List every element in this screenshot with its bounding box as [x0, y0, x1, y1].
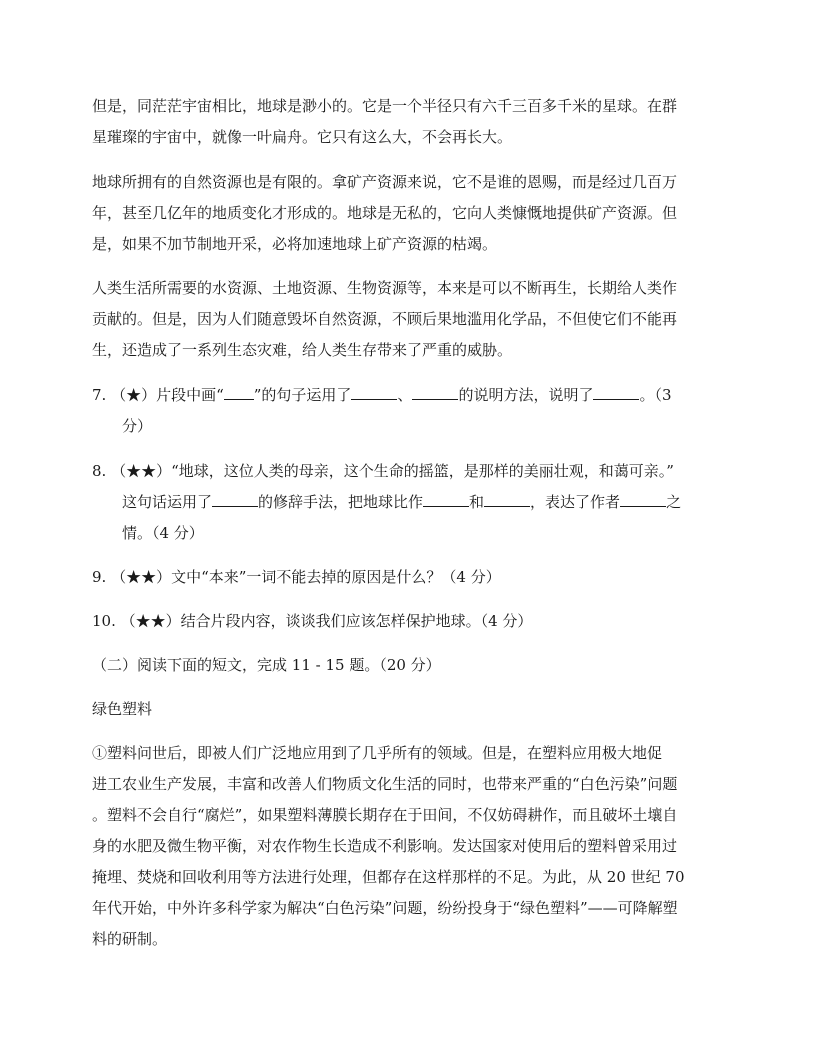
article-line: ①塑料问世后，即被人们广泛地应用到了几乎所有的领域。但是，在塑料应用极大地促	[92, 744, 663, 762]
article-title: 绿色塑料	[92, 700, 153, 718]
answer-blank[interactable]	[423, 494, 469, 507]
question-10: 10. （★★）结合片段内容，谈谈我们应该怎样保护地球。（4 分）	[92, 612, 533, 630]
article-line: 身的水肥及微生物平衡，对农作物生长造成不利影响。发达国家对使用后的塑料曾采用过	[92, 837, 678, 855]
answer-blank[interactable]	[484, 494, 530, 507]
answer-blank[interactable]	[351, 387, 397, 400]
passage-line: 贡献的。但是，因为人们随意毁坏自然资源，不顾后果地滥用化学品，不但使它们不能再	[92, 310, 678, 328]
article-line: 料的研制。	[92, 930, 168, 948]
article-line: 。塑料不会自行“腐烂”，如果塑料薄膜长期存在于田间，不仅妨碍耕作，而且破坏土壤自	[92, 806, 678, 824]
passage-line: 年，甚至几亿年的地质变化才形成的。地球是无私的，它向人类慷慨地提供矿产资源。但	[92, 204, 678, 222]
question-8-cont: 情。（4 分）	[122, 524, 204, 542]
question-7-cont: 分）	[122, 417, 153, 435]
passage-line: 星璀璨的宇宙中，就像一叶扁舟。它只有这么大，不会再长大。	[92, 128, 513, 146]
answer-blank[interactable]	[412, 387, 458, 400]
question-8: 8. （★★）“地球，这位人类的母亲，这个生命的摇篮，是那样的美丽壮观，和蔼可亲。”	[92, 462, 674, 480]
passage-line: 生，还造成了一系列生态灾难，给人类生存带来了严重的威胁。	[92, 341, 513, 359]
question-9: 9. （★★）文中“本来”一词不能去掉的原因是什么？（4 分）	[92, 568, 501, 586]
answer-blank[interactable]	[620, 494, 666, 507]
question-8-cont: 这句话运用了 的修辞手法，把地球比作 和 ，表达了作者 之	[122, 493, 682, 511]
article-line: 掩埋、焚烧和回收利用等方法进行处理，但都存在这样那样的不足。为此，从 20 世纪 70	[92, 868, 685, 886]
article-line: 年代开始，中外许多科学家为解决“白色污染”问题，纷纷投身于“绿色塑料”——可降解塑	[92, 899, 678, 917]
section-heading: （二）阅读下面的短文，完成 11 - 15 题。（20 分）	[92, 656, 441, 674]
passage-line: 是，如果不加节制地开采，必将加速地球上矿产资源的枯竭。	[92, 235, 498, 253]
answer-blank[interactable]	[212, 494, 258, 507]
answer-blank[interactable]	[224, 387, 254, 400]
passage-line: 人类生活所需要的水资源、土地资源、生物资源等，本来是可以不断再生，长期给人类作	[92, 279, 678, 297]
article-line: 进工农业生产发展，丰富和改善人们物质文化生活的同时，也带来严重的“白色污染”问题	[92, 775, 678, 793]
answer-blank[interactable]	[593, 387, 639, 400]
passage-line: 地球所拥有的自然资源也是有限的。拿矿产资源来说，它不是谁的恩赐，而是经过几百万	[92, 173, 678, 191]
passage-line: 但是，同茫茫宇宙相比，地球是渺小的。它是一个半径只有六千三百多千米的星球。在群	[92, 97, 678, 115]
question-7: 7. （★）片段中画“ ”的句子运用了 、 的说明方法，说明了 。（3	[92, 386, 672, 404]
